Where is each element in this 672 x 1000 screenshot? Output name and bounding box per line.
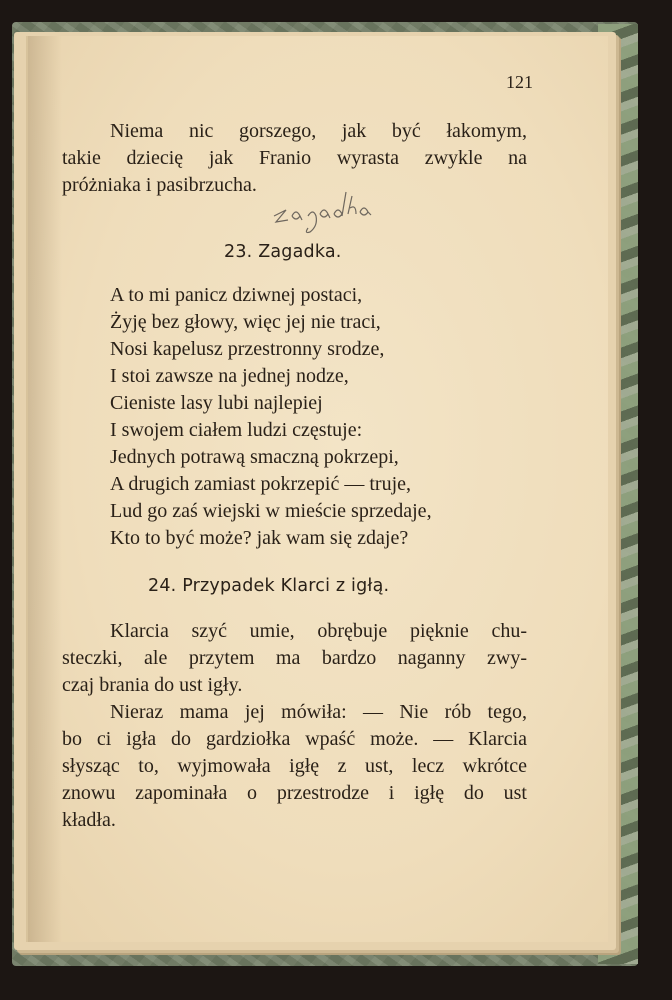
text-line: Klarcia szyć umie, obrębuje pięknie chu- (110, 620, 527, 642)
handwritten-note (270, 186, 380, 234)
verse-line: I swojem ciałem ludzi częstuje: (110, 419, 363, 441)
riddle-verse (110, 282, 432, 552)
story-paragraph-1 (62, 618, 527, 699)
spine-shadow (28, 36, 62, 942)
verse-line: A to mi panicz dziwnej postaci, (110, 284, 363, 306)
book-page (26, 36, 608, 942)
text-line: próżniaka i pasibrzucha. (62, 174, 257, 196)
verse-line: Nosi kapelusz przestronny srodze, (110, 338, 385, 360)
page-number: 121 (506, 72, 533, 92)
section-heading-24: 24. Przypadek Klarci z igłą. (148, 576, 390, 596)
story-paragraph-2 (62, 699, 527, 834)
text-line: Niema nic gorszego, jak być łakomym, (110, 120, 527, 142)
text-line: znowu zapominała o przestrodze i igłę do ust (62, 782, 527, 804)
verse-line: Żyję bez głowy, więc jej nie traci, (110, 311, 381, 333)
verse-line: Kto to być może? jak wam się zdaje? (110, 527, 409, 549)
verse-line: Cieniste lasy lubi najlepiej (110, 392, 323, 414)
text-line: kładła. (62, 809, 116, 831)
text-line: słysząc to, wyjmowała igłę z ust, lecz wkrótce (62, 755, 527, 777)
verse-line: I stoi zawsze na jednej nodze, (110, 365, 349, 387)
text-line: Nieraz mama jej mówiła: — Nie rób tego, (110, 701, 527, 723)
verse-line: A drugich zamiast pokrzepić — truje, (110, 473, 412, 495)
text-line: czaj brania do ust igły. (62, 674, 243, 696)
verse-line: Jednych potrawą smaczną pokrzepi, (110, 446, 399, 468)
verse-line: Lud go zaś wiejski w mieście sprzedaje, (110, 500, 432, 522)
section-heading-23: 23. Zagadka. (224, 242, 342, 262)
text-line: steczki, ale przytem ma bardzo naganny zwy- (62, 647, 527, 669)
text-line: takie dziecię jak Franio wyrasta zwykle na (62, 147, 527, 169)
text-line: bo ci igła do gardziołka wpaść może. — Klarcia (62, 728, 527, 750)
